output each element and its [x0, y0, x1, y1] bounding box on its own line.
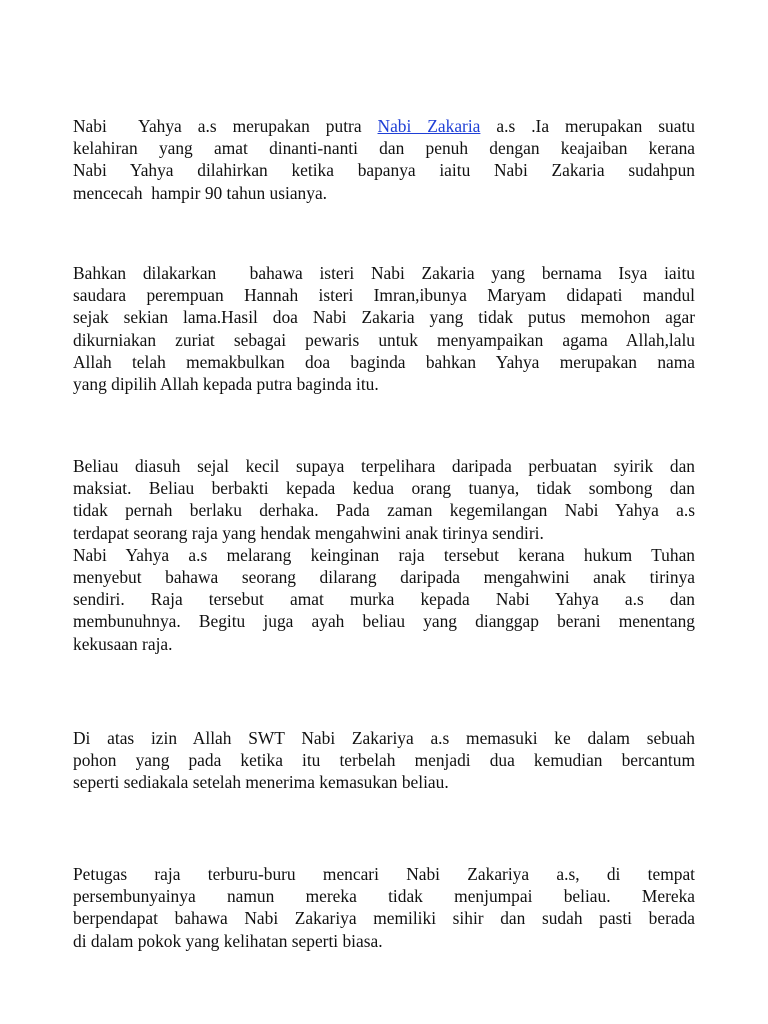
paragraph-line: Nabi Yahya dilahirkan ketika bapanya iaitu Nabi Zakaria sudahpun: [73, 160, 695, 181]
paragraph-line: tidak pernah berlaku derhaka. Pada zaman kegemilangan Nabi Yahya a.s: [73, 500, 695, 521]
paragraph-line: dikurniakan zuriat sebagai pewaris untuk menyampaikan agama Allah,lalu: [73, 329, 695, 350]
paragraph-3: [73, 455, 695, 655]
line-text: Nabi Yahya a.s merupakan putra: [73, 116, 378, 136]
paragraph-line: Beliau diasuh sejal kecil supaya terpelihara daripada perbuatan syirik dan: [73, 456, 695, 476]
paragraph-line: menyebut bahawa seorang dilarang daripada mengahwini anak tirinya: [73, 567, 695, 588]
paragraph-line: Bahkan dilakarkan bahawa isteri Nabi Zakaria yang bernama Isya iaitu: [73, 263, 695, 283]
paragraph-line: kekusaan raja.: [73, 633, 173, 654]
paragraph-line: pohon yang pada ketika itu terbelah menjadi dua kemudian bercantum: [73, 750, 695, 771]
paragraph-line: sendiri. Raja tersebut amat murka kepada Nabi Yahya a.s dan: [73, 589, 695, 610]
paragraph-line: [73, 115, 695, 137]
paragraph-line: kelahiran yang amat dinanti-nanti dan penuh dengan keajaiban kerana: [73, 138, 695, 159]
paragraph-line: saudara perempuan Hannah isteri Imran,ibunya Maryam didapati mandul: [73, 285, 695, 306]
paragraph-line: Allah telah memakbulkan doa baginda bahkan Yahya merupakan nama: [73, 351, 695, 372]
paragraph-line: membunuhnya. Begitu juga ayah beliau yang dianggap berani menentang: [73, 611, 695, 632]
paragraph-line: di dalam pokok yang kelihatan seperti biasa.: [73, 930, 383, 951]
paragraph-line: Petugas raja terburu-buru mencari Nabi Zakariya a.s, di tempat: [73, 864, 695, 884]
paragraph-5: [73, 863, 695, 952]
paragraph-line: terdapat seorang raja yang hendak mengahwini anak tirinya sendiri.: [73, 522, 544, 543]
paragraph-line: persembunyainya namun mereka tidak menjumpai beliau. Mereka: [73, 886, 695, 907]
paragraph-line: seperti sediakala setelah menerima kemasukan beliau.: [73, 772, 449, 793]
paragraph-line: Nabi Yahya a.s melarang keinginan raja tersebut kerana hukum Tuhan: [73, 544, 695, 565]
paragraph-4: [73, 727, 695, 794]
paragraph-line: yang dipilih Allah kepada putra baginda itu.: [73, 374, 379, 395]
paragraph-line: mencecah hampir 90 tahun usianya.: [73, 182, 328, 203]
paragraph-1: [73, 115, 695, 204]
line-text: a.s .Ia merupakan suatu: [480, 116, 695, 136]
nabi-zakaria-link[interactable]: Nabi Zakaria: [377, 116, 481, 136]
paragraph-line: Di atas izin Allah SWT Nabi Zakariya a.s memasuki ke dalam sebuah: [73, 728, 695, 748]
paragraph-line: berpendapat bahawa Nabi Zakariya memiliki sihir dan sudah pasti berada: [73, 908, 695, 929]
paragraph-line: maksiat. Beliau berbakti kepada kedua orang tuanya, tidak sombong dan: [73, 478, 695, 499]
paragraph-line: sejak sekian lama.Hasil doa Nabi Zakaria yang tidak putus memohon agar: [73, 307, 695, 328]
paragraph-2: [73, 262, 695, 395]
